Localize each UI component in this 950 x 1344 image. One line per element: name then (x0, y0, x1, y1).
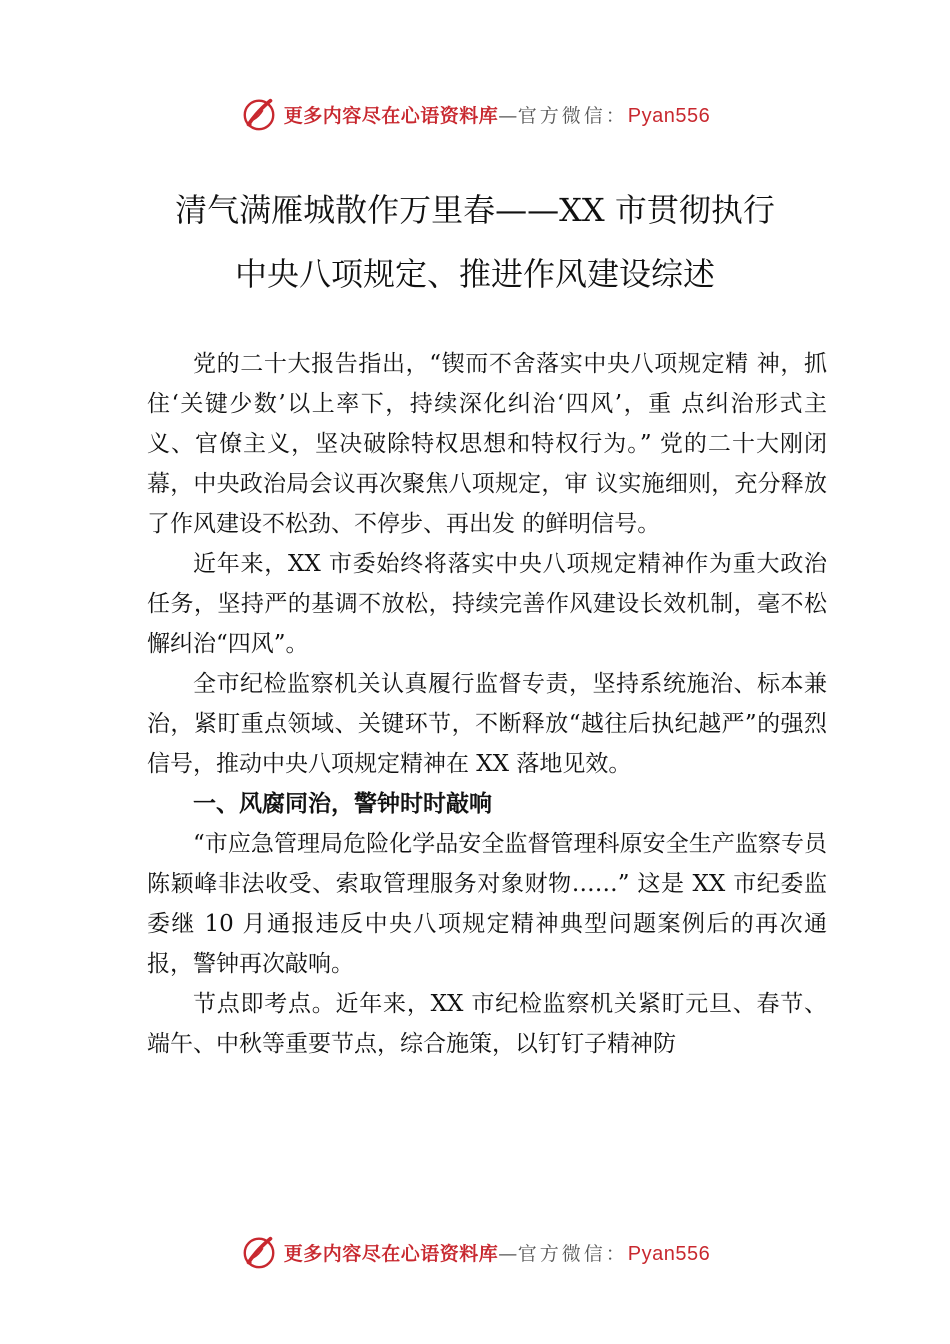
brush-pen-logo-icon (240, 1233, 278, 1271)
watermark-dash: — (498, 1242, 518, 1265)
document-body (147, 344, 827, 1064)
paragraph: 近年来，XX 市委始终将落实中央八项规定精神作为重大政治任务，坚持严的基调不放松，持续完善作风建设长效机制，毫不松懈纠治“四风”。 (147, 551, 827, 657)
paragraph: 党的二十大报告指出，“锲而不舍落实中央八项规定精 神，抓住‘关键少数’以上率下，持续深化纠治‘四风’，重 点纠治形式主义、官僚主义，坚决破除特权思想和特权行为。” 党的二十大刚闭幕，中央政治局会议再次聚焦八项规定，审 议实施细则，充分释放了作风建设不松劲、不停步、再出发 的鲜明信号。 (147, 351, 827, 537)
watermark-main-text: 更多内容尽在心语资料库 (283, 104, 499, 127)
watermark-text (284, 1239, 711, 1266)
watermark-text (284, 101, 711, 128)
watermark-wechat-id: Pyan556 (627, 1242, 711, 1265)
document-title-line2: 中央八项规定、推进作风建设综述 (234, 255, 715, 293)
watermark-label: 官方微信： (517, 104, 628, 127)
section-heading: 一、风腐同治，警钟时时敲响 (193, 791, 492, 817)
paragraph: “市应急管理局危险化学品安全监督管理科原安全生产监察专员陈颖峰非法收受、索取管理服务对象财物……” 这是 XX 市纪委监委继 10 月通报违反中央八项规定精神典型问题案例后的再次通报，警钟再次敲响。 (147, 831, 827, 977)
document-title-line1: 清气满雁城散作万里春——XX 市贯彻执行 (175, 191, 775, 229)
paragraph: 全市纪检监察机关认真履行监督专责，坚持系统施治、标本兼治，紧盯重点领域、关键环节，不断释放“越往后执纪越严”的强烈信号，推动中央八项规定精神在 XX 落地见效。 (147, 671, 827, 777)
watermark-wechat-id: Pyan556 (627, 104, 711, 127)
paragraph: 节点即考点。近年来，XX 市纪检监察机关紧盯元旦、春节、端午、中秋等重要节点，综合施策，以钉钉子精神防 (147, 991, 827, 1057)
brush-pen-logo-icon (240, 95, 278, 133)
watermark-banner-bottom (0, 1232, 950, 1272)
watermark-main-text: 更多内容尽在心语资料库 (283, 1242, 499, 1265)
watermark-label: 官方微信： (517, 1242, 628, 1265)
watermark-banner-top (0, 94, 950, 134)
watermark-dash: — (498, 104, 518, 127)
